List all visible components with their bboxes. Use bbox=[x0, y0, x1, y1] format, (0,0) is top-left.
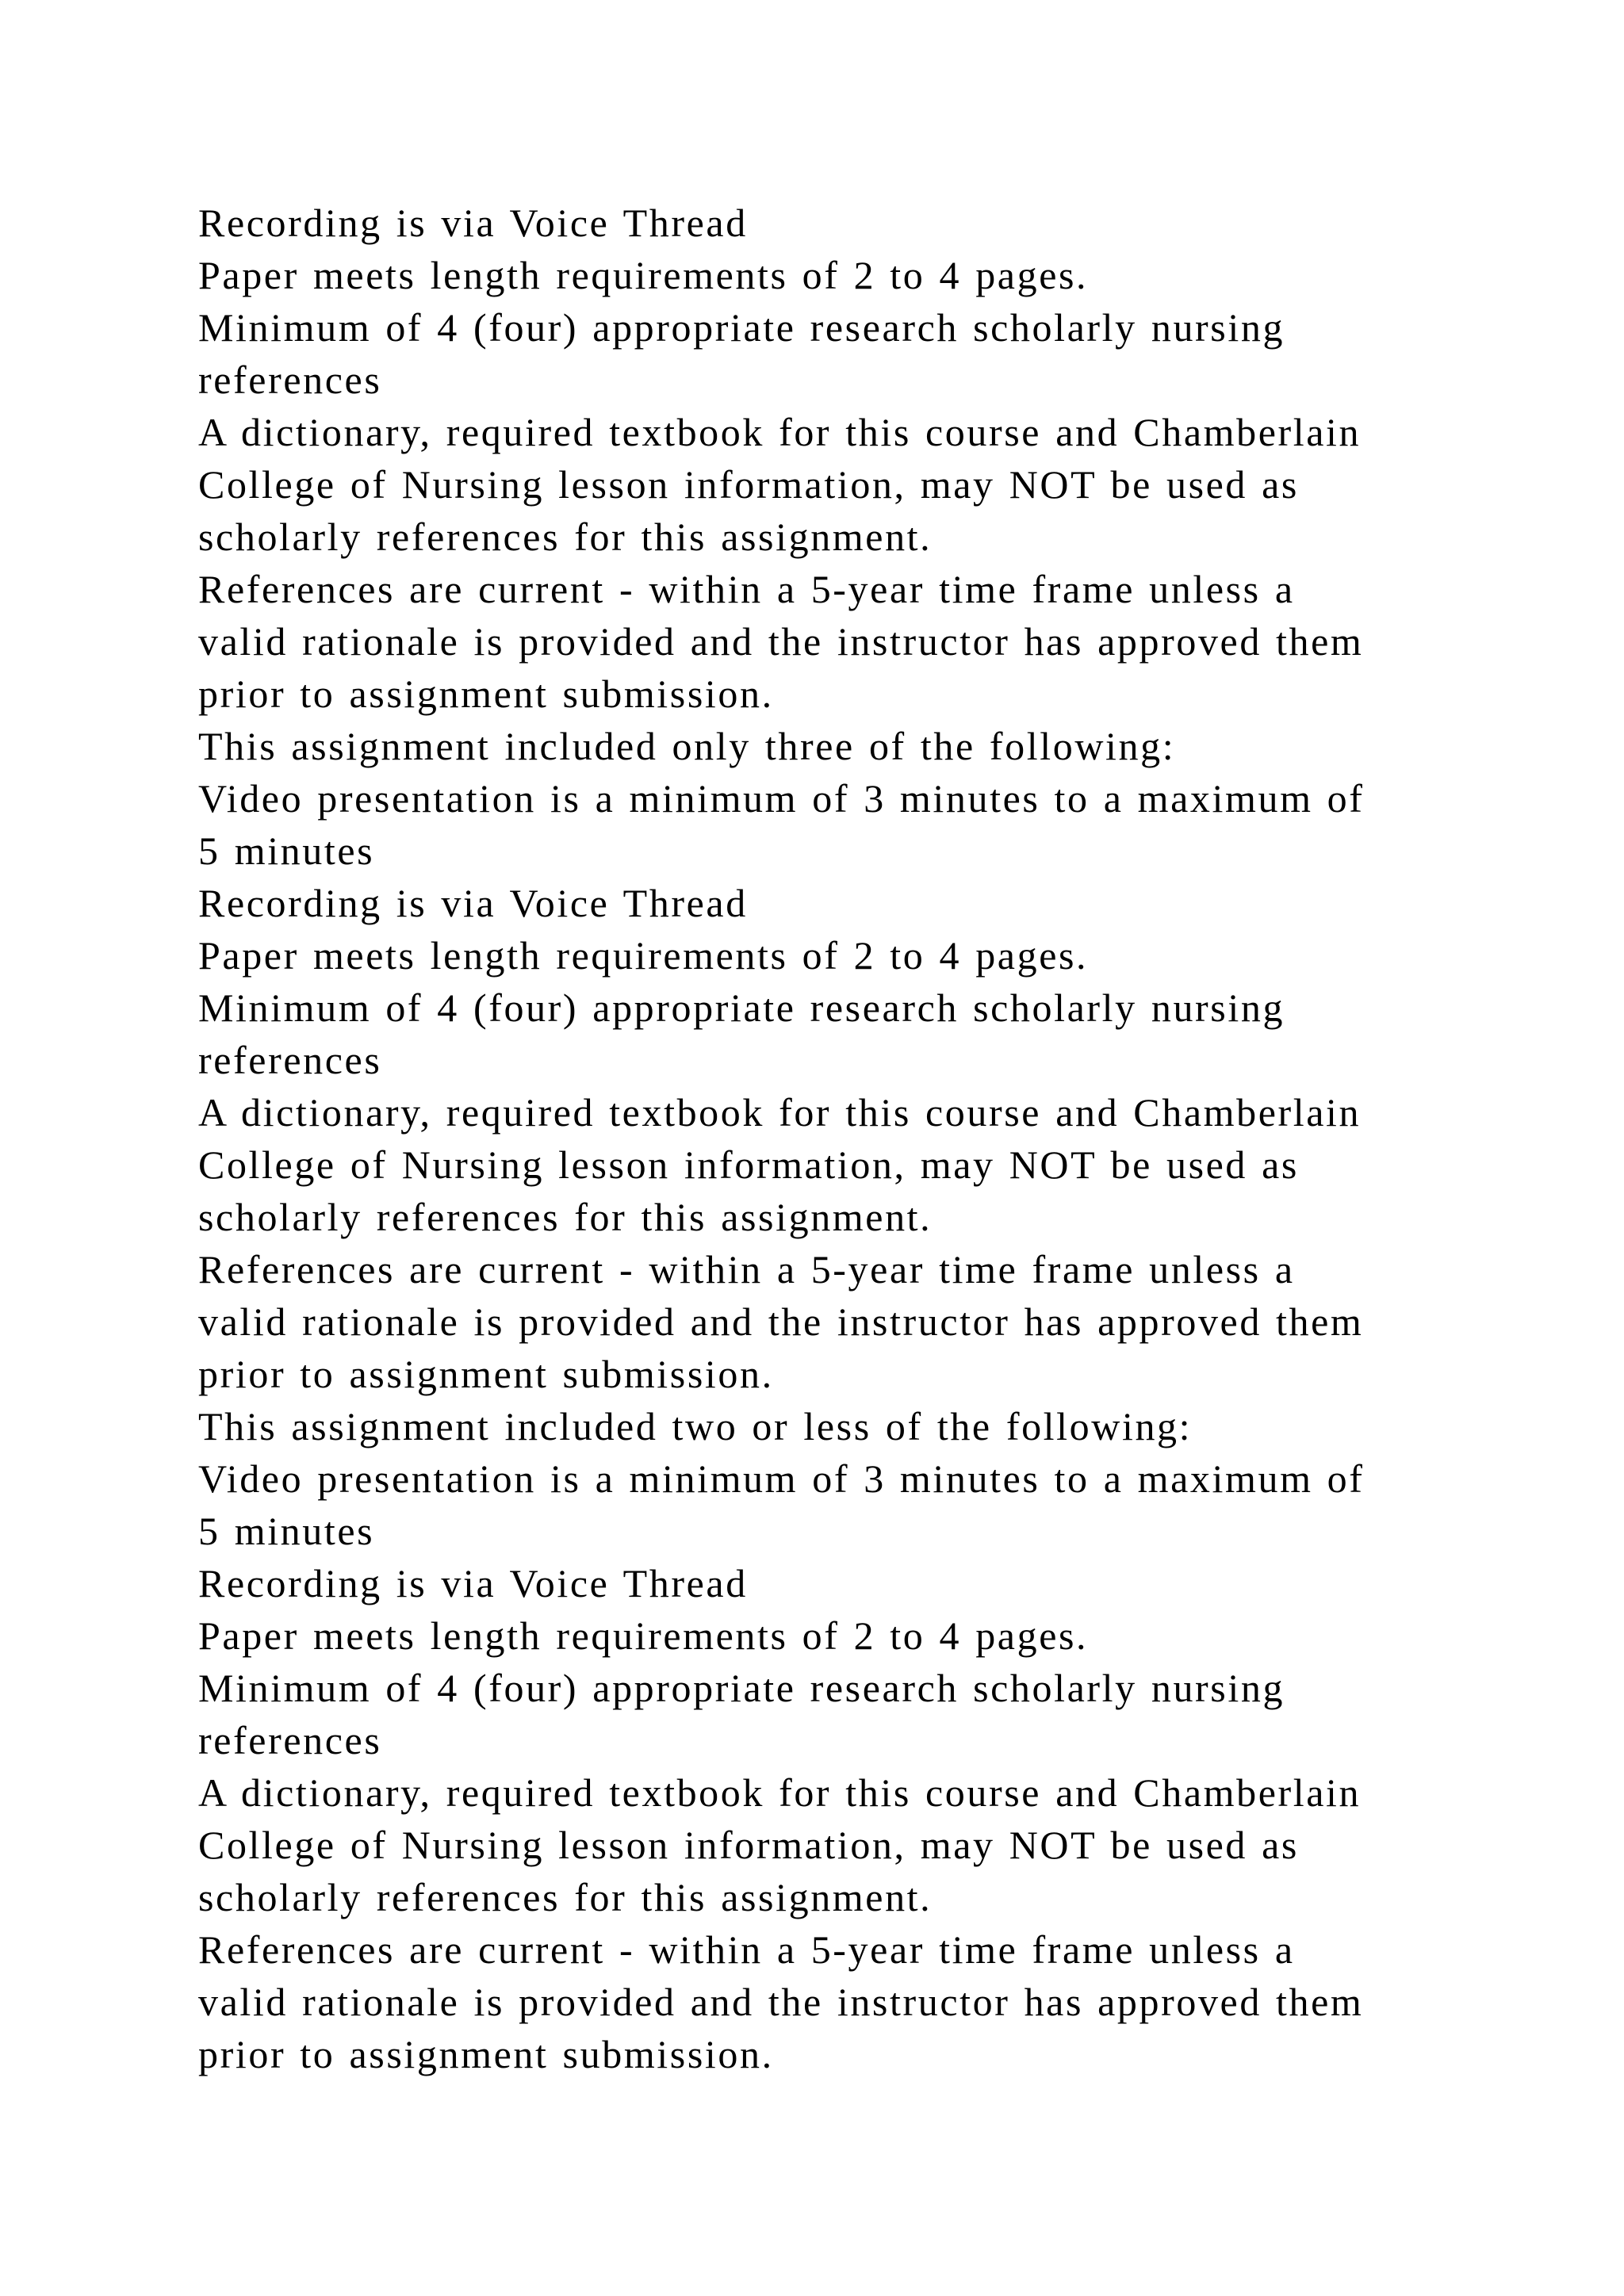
text-line: Minimum of 4 (four) appropriate research scholarly nursing bbox=[198, 305, 1285, 350]
text-line: references bbox=[198, 358, 382, 402]
text-line: valid rationale is provided and the instructor has approved them bbox=[198, 1299, 1364, 1344]
text-line: prior to assignment submission. bbox=[198, 1352, 774, 1396]
text-line: scholarly references for this assignment. bbox=[198, 515, 933, 559]
text-line: References are current - within a 5-year time frame unless a bbox=[198, 1927, 1295, 1972]
text-line: references bbox=[198, 1718, 382, 1762]
text-line: A dictionary, required textbook for this course and Chamberlain bbox=[198, 410, 1362, 454]
document-body bbox=[198, 197, 1515, 2080]
text-line: Paper meets length requirements of 2 to 4 pages. bbox=[198, 253, 1089, 297]
text-line: Minimum of 4 (four) appropriate research scholarly nursing bbox=[198, 1666, 1285, 1710]
text-line: Recording is via Voice Thread bbox=[198, 881, 748, 925]
text-line: valid rationale is provided and the instructor has approved them bbox=[198, 1980, 1364, 2024]
text-line: A dictionary, required textbook for this course and Chamberlain bbox=[198, 1770, 1362, 1815]
text-line: prior to assignment submission. bbox=[198, 2032, 774, 2076]
text-line: This assignment included two or less of the following: bbox=[198, 1404, 1193, 1448]
text-line: Paper meets length requirements of 2 to 4 pages. bbox=[198, 933, 1089, 978]
text-line: prior to assignment submission. bbox=[198, 672, 774, 716]
text-line: Minimum of 4 (four) appropriate research scholarly nursing bbox=[198, 985, 1285, 1030]
text-line: Video presentation is a minimum of 3 minutes to a maximum of bbox=[198, 776, 1365, 821]
text-line: scholarly references for this assignment. bbox=[198, 1195, 933, 1239]
text-line: College of Nursing lesson information, may NOT be used as bbox=[198, 1142, 1299, 1187]
text-line: 5 minutes bbox=[198, 1509, 375, 1553]
text-line: References are current - within a 5-year time frame unless a bbox=[198, 567, 1295, 611]
text-line: Recording is via Voice Thread bbox=[198, 1561, 748, 1605]
text-line: A dictionary, required textbook for this course and Chamberlain bbox=[198, 1090, 1362, 1135]
text-line: References are current - within a 5-year time frame unless a bbox=[198, 1247, 1295, 1292]
text-line: valid rationale is provided and the instructor has approved them bbox=[198, 619, 1364, 664]
text-line: 5 minutes bbox=[198, 828, 375, 873]
text-line: Recording is via Voice Thread bbox=[198, 201, 748, 245]
text-line: references bbox=[198, 1038, 382, 1082]
text-line: This assignment included only three of the following: bbox=[198, 724, 1176, 768]
text-line: College of Nursing lesson information, may NOT be used as bbox=[198, 462, 1299, 507]
text-line: Paper meets length requirements of 2 to 4 pages. bbox=[198, 1613, 1089, 1658]
text-line: Video presentation is a minimum of 3 minutes to a maximum of bbox=[198, 1456, 1365, 1501]
text-line: College of Nursing lesson information, may NOT be used as bbox=[198, 1823, 1299, 1867]
text-line: scholarly references for this assignment. bbox=[198, 1875, 933, 1919]
